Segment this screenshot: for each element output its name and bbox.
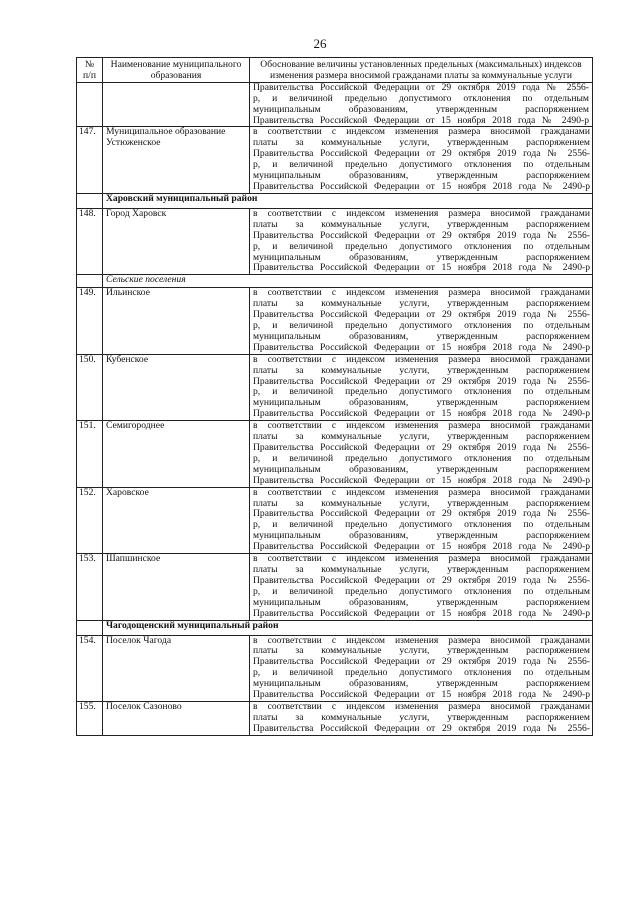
row-number: 147.	[77, 127, 103, 193]
basis-line: р, и величиной предельно допустимого отклонения по отдельным	[253, 667, 590, 679]
section-num-cell	[77, 275, 103, 288]
row-number: 155.	[77, 701, 103, 735]
header-num: № п/п	[77, 58, 103, 83]
basis-line: р, и величиной предельно допустимого отклонения по отдельным	[253, 386, 590, 398]
municipality-name: Поселок Сазоново	[103, 701, 250, 735]
table-body	[77, 82, 593, 735]
basis-line: платы за коммунальные услуги, утвержденным распоряжением	[253, 137, 590, 149]
basis-line: Правительства Российской Федерации от 29 октября 2019 года № 2556-	[253, 656, 590, 668]
page-number: 26	[313, 36, 327, 51]
basis-line: муниципальным образованиям, утвержденным распоряжением	[253, 103, 589, 115]
continuation-basis	[250, 82, 593, 127]
subsection-row	[77, 275, 593, 288]
basis-line: в соответствии с индексом изменения размера вносимой гражданами	[253, 420, 590, 432]
basis-line: Правительства Российской Федерации от 15 ноября 2018 года № 2490-р	[253, 262, 590, 274]
table-row	[77, 288, 593, 354]
basis-text	[250, 127, 593, 193]
basis-line: р, и величиной предельно допустимого отклонения по отдельным	[253, 519, 590, 531]
basis-line: платы за коммунальные услуги, утвержденным распоряжением	[253, 298, 590, 310]
municipality-name: Ильинское	[103, 288, 250, 354]
basis-text	[250, 421, 593, 487]
basis-line: платы за коммунальные услуги, утвержденным распоряжением	[253, 364, 590, 376]
basis-line: муниципальным образованиям, утвержденным распоряжением	[253, 397, 590, 409]
table-row	[77, 354, 593, 420]
basis-line: р, и величиной предельно допустимого отклонения по отдельным	[253, 92, 589, 104]
row-number: 150.	[77, 354, 103, 420]
table-header-row	[77, 58, 593, 83]
basis-line: муниципальным образованиям, утвержденным распоряжением	[253, 251, 590, 263]
district-section-row	[77, 193, 593, 208]
basis-line: в соответствии с индексом изменения размера вносимой гражданами	[253, 126, 590, 138]
continuation-name	[103, 82, 250, 127]
basis-line: в соответствии с индексом изменения размера вносимой гражданами	[253, 287, 590, 299]
municipality-name: Муниципальное образование Устюженское	[103, 127, 250, 193]
basis-text	[250, 635, 593, 701]
basis-line: Правительства Российской Федерации от 29 октября 2019 года № 2556-	[253, 81, 589, 93]
district-title: Чагодощенский муниципальный район	[103, 620, 593, 635]
basis-text	[250, 487, 593, 553]
basis-text	[250, 354, 593, 420]
basis-line: платы за коммунальные услуги, утвержденным распоряжением	[253, 645, 590, 657]
basis-line: в соответствии с индексом изменения размера вносимой гражданами	[253, 353, 590, 365]
basis-line: Правительства Российской Федерации от 15 ноября 2018 года № 2490-р	[253, 408, 590, 420]
basis-line: муниципальным образованиям, утвержденным распоряжением	[253, 678, 590, 690]
table-row	[77, 127, 593, 193]
basis-line: платы за коммунальные услуги, утвержденным распоряжением	[253, 711, 590, 723]
tariff-index-table	[76, 57, 593, 736]
table-row	[77, 635, 593, 701]
basis-line: платы за коммунальные услуги, утвержденным распоряжением	[253, 563, 590, 575]
section-num-cell	[77, 193, 103, 208]
basis-line: Правительства Российской Федерации от 29 октября 2019 года № 2556-	[253, 309, 590, 321]
row-number: 148.	[77, 208, 103, 274]
basis-line: платы за коммунальные услуги, утвержденным распоряжением	[253, 431, 590, 443]
table-row	[77, 208, 593, 274]
header-basis: Обоснование величины установленных предельных (максимальных) индексов изменения размера вносимой гражданами платы за коммунальные услуги	[250, 58, 593, 83]
basis-line: р, и величиной предельно допустимого отклонения по отдельным	[253, 320, 590, 332]
basis-line: Правительства Российской Федерации от 29 октября 2019 года № 2556-	[253, 574, 590, 586]
basis-text	[250, 288, 593, 354]
basis-line: р, и величиной предельно допустимого отклонения по отдельным	[253, 159, 590, 171]
basis-line: в соответствии с индексом изменения размера вносимой гражданами	[253, 207, 590, 219]
basis-line: в соответствии с индексом изменения размера вносимой гражданами	[253, 634, 590, 646]
basis-line: в соответствии с индексом изменения размера вносимой гражданами	[253, 486, 590, 498]
basis-line: платы за коммунальные услуги, утвержденным распоряжением	[253, 497, 590, 509]
basis-line: Правительства Российской Федерации от 29 октября 2019 года № 2556-	[253, 229, 590, 241]
row-number: 153.	[77, 554, 103, 620]
basis-text	[250, 208, 593, 274]
table-row	[77, 554, 593, 620]
table-row	[77, 701, 593, 735]
basis-line: муниципальным образованиям, утвержденным распоряжением	[253, 530, 590, 542]
basis-line: муниципальным образованиям, утвержденным распоряжением	[253, 330, 590, 342]
basis-line: Правительства Российской Федерации от 15 ноября 2018 года № 2490-р	[253, 689, 590, 701]
municipality-name: Кубенское	[103, 354, 250, 420]
municipality-name: Шапшинское	[103, 554, 250, 620]
basis-line: в соответствии с индексом изменения размера вносимой гражданами	[253, 700, 590, 712]
basis-line: Правительства Российской Федерации от 29 октября 2019 года № 2556-	[253, 722, 590, 734]
header-name: Наименование муниципального образования	[103, 58, 250, 83]
basis-line: Правительства Российской Федерации от 15 ноября 2018 года № 2490-р	[253, 474, 590, 486]
row-number: 154.	[77, 635, 103, 701]
municipality-name: Поселок Чагода	[103, 635, 250, 701]
basis-line: Правительства Российской Федерации от 15 ноября 2018 года № 2490-р	[253, 114, 589, 126]
section-num-cell	[77, 620, 103, 635]
basis-line: р, и величиной предельно допустимого отклонения по отдельным	[253, 240, 590, 252]
basis-line: Правительства Российской Федерации от 15 ноября 2018 года № 2490-р	[253, 180, 590, 192]
basis-line: р, и величиной предельно допустимого отклонения по отдельным	[253, 452, 590, 464]
basis-text	[250, 554, 593, 620]
municipality-name: Харовское	[103, 487, 250, 553]
table-row	[77, 421, 593, 487]
basis-line: р, и величиной предельно допустимого отклонения по отдельным	[253, 585, 590, 597]
row-number: 151.	[77, 421, 103, 487]
basis-line: Правительства Российской Федерации от 29 октября 2019 года № 2556-	[253, 375, 590, 387]
basis-line: Правительства Российской Федерации от 29 октября 2019 года № 2556-	[253, 508, 590, 520]
municipality-name: Семигороднее	[103, 421, 250, 487]
basis-line: муниципальным образованиям, утвержденным распоряжением	[253, 596, 590, 608]
basis-line: Правительства Российской Федерации от 15 ноября 2018 года № 2490-р	[253, 541, 590, 553]
basis-line: Правительства Российской Федерации от 29 октября 2019 года № 2556-	[253, 442, 590, 453]
continuation-row	[77, 82, 593, 127]
basis-text	[250, 701, 593, 735]
subsection-title: Сельские поселения	[103, 275, 593, 288]
basis-line: платы за коммунальные услуги, утвержденным распоряжением	[253, 218, 590, 230]
district-title: Харовский муниципальный район	[103, 193, 593, 208]
district-section-row	[77, 620, 593, 635]
row-number: 152.	[77, 487, 103, 553]
basis-line: Правительства Российской Федерации от 15 ноября 2018 года № 2490-р	[253, 341, 590, 353]
table-row	[77, 487, 593, 553]
basis-line: муниципальным образованиям, утвержденным распоряжением	[253, 170, 590, 182]
municipality-name: Город Харовск	[103, 208, 250, 274]
continuation-num	[77, 82, 103, 127]
basis-line: Правительства Российской Федерации от 29 октября 2019 года № 2556-	[253, 148, 590, 160]
basis-line: Правительства Российской Федерации от 15 ноября 2018 года № 2490-р	[253, 607, 590, 619]
basis-line: муниципальным образованиям, утвержденным распоряжением	[253, 463, 590, 475]
row-number: 149.	[77, 288, 103, 354]
basis-line: в соответствии с индексом изменения размера вносимой гражданами	[253, 553, 590, 565]
